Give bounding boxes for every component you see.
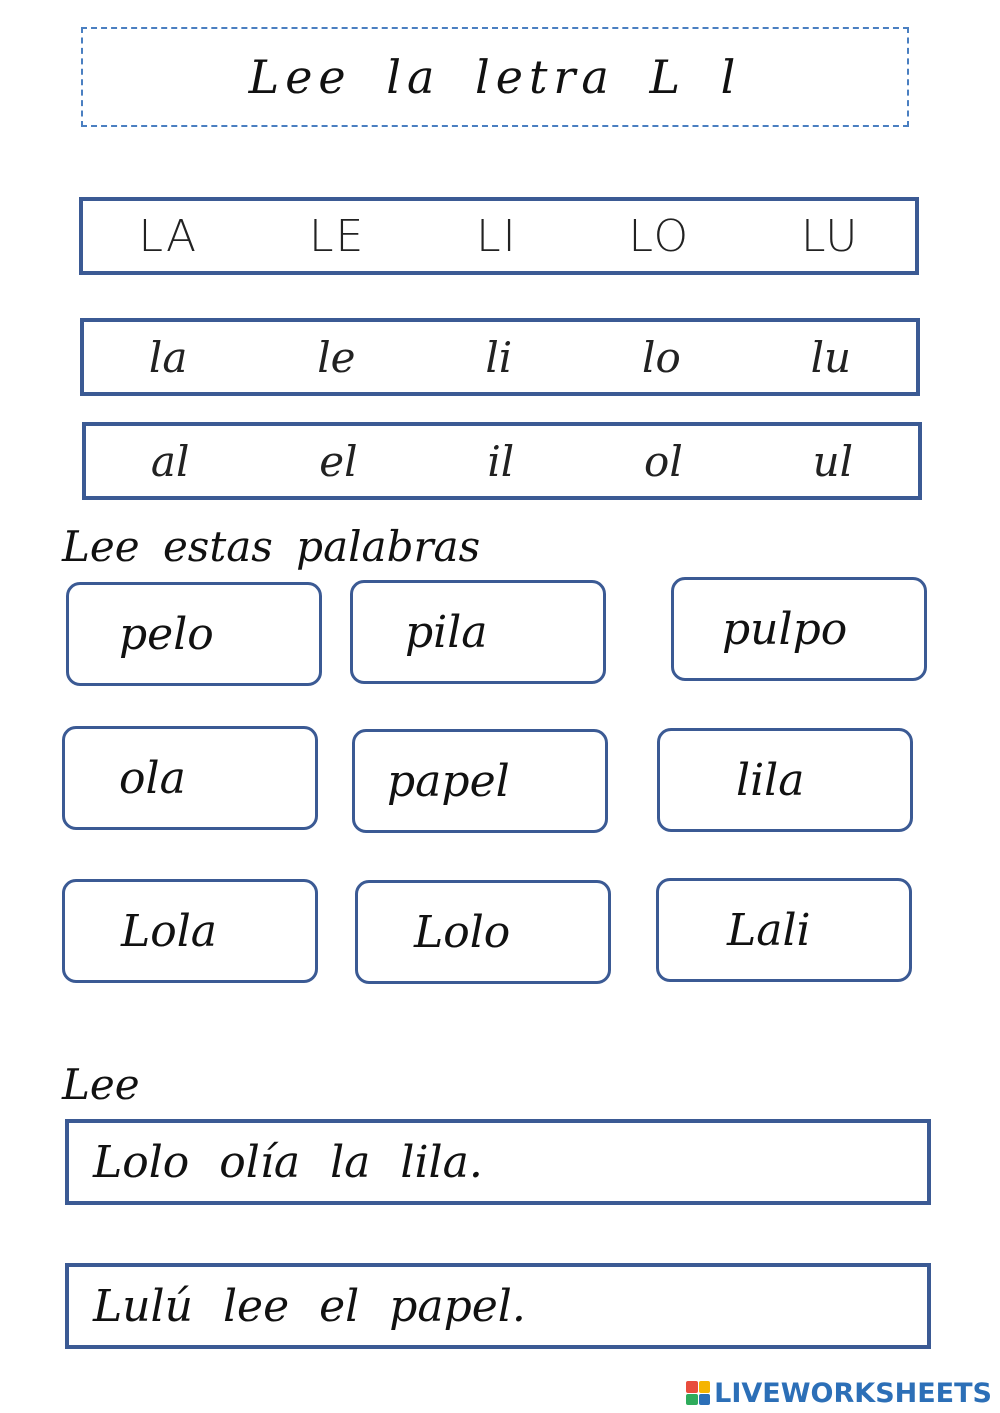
- syllable-lower: le: [317, 332, 356, 382]
- worksheet-title: Lee la letra L l: [248, 50, 742, 104]
- syllable-inverse: al: [150, 436, 190, 486]
- word-card: [352, 729, 608, 833]
- word-text: pulpo: [722, 603, 848, 655]
- word-card: [66, 582, 322, 686]
- title-box: [81, 27, 909, 127]
- syllable-upper: LU: [800, 210, 860, 262]
- word-text: Lolo: [414, 906, 511, 958]
- word-card: [62, 879, 318, 983]
- uppercase-syllables-row: [79, 197, 919, 275]
- word-card: [350, 580, 606, 684]
- word-card: [657, 728, 913, 832]
- sentence-box: [65, 1263, 931, 1349]
- sentences-heading: Lee: [62, 1060, 140, 1109]
- syllable-inverse: ol: [644, 436, 683, 486]
- syllable-lower: lo: [642, 332, 681, 382]
- syllable-inverse: el: [319, 436, 358, 486]
- word-text: pelo: [119, 608, 214, 660]
- sentence-text: Lolo olía la lila.: [93, 1136, 483, 1188]
- brand-text: LIVEWORKSHEETS: [714, 1377, 992, 1409]
- word-card: [656, 878, 912, 982]
- lowercase-syllables-row: [80, 318, 920, 396]
- liveworksheets-brand: [686, 1378, 992, 1408]
- word-text: Lali: [727, 904, 811, 956]
- syllable-inverse: il: [487, 436, 515, 486]
- syllable-upper: LO: [628, 210, 691, 262]
- syllable-lower: la: [148, 332, 188, 382]
- sentence-text: Lulú lee el papel.: [93, 1280, 526, 1332]
- word-card: [671, 577, 927, 681]
- syllable-lower: li: [485, 332, 513, 382]
- word-text: pila: [405, 606, 488, 658]
- syllable-upper: LI: [476, 210, 518, 262]
- word-text: lila: [736, 754, 805, 806]
- liveworksheets-logo-icon: [686, 1381, 710, 1405]
- syllable-inverse: ul: [812, 436, 854, 486]
- word-text: Lola: [121, 905, 218, 957]
- inverse-syllables-row: [82, 422, 922, 500]
- sentence-box: [65, 1119, 931, 1205]
- word-card: [62, 726, 318, 830]
- words-heading: Lee estas palabras: [62, 522, 481, 571]
- syllable-lower: lu: [810, 332, 852, 382]
- word-card: [355, 880, 611, 984]
- syllable-upper: LA: [138, 210, 199, 262]
- word-text: ola: [119, 752, 186, 804]
- syllable-upper: LE: [308, 210, 366, 262]
- word-text: papel: [387, 755, 510, 807]
